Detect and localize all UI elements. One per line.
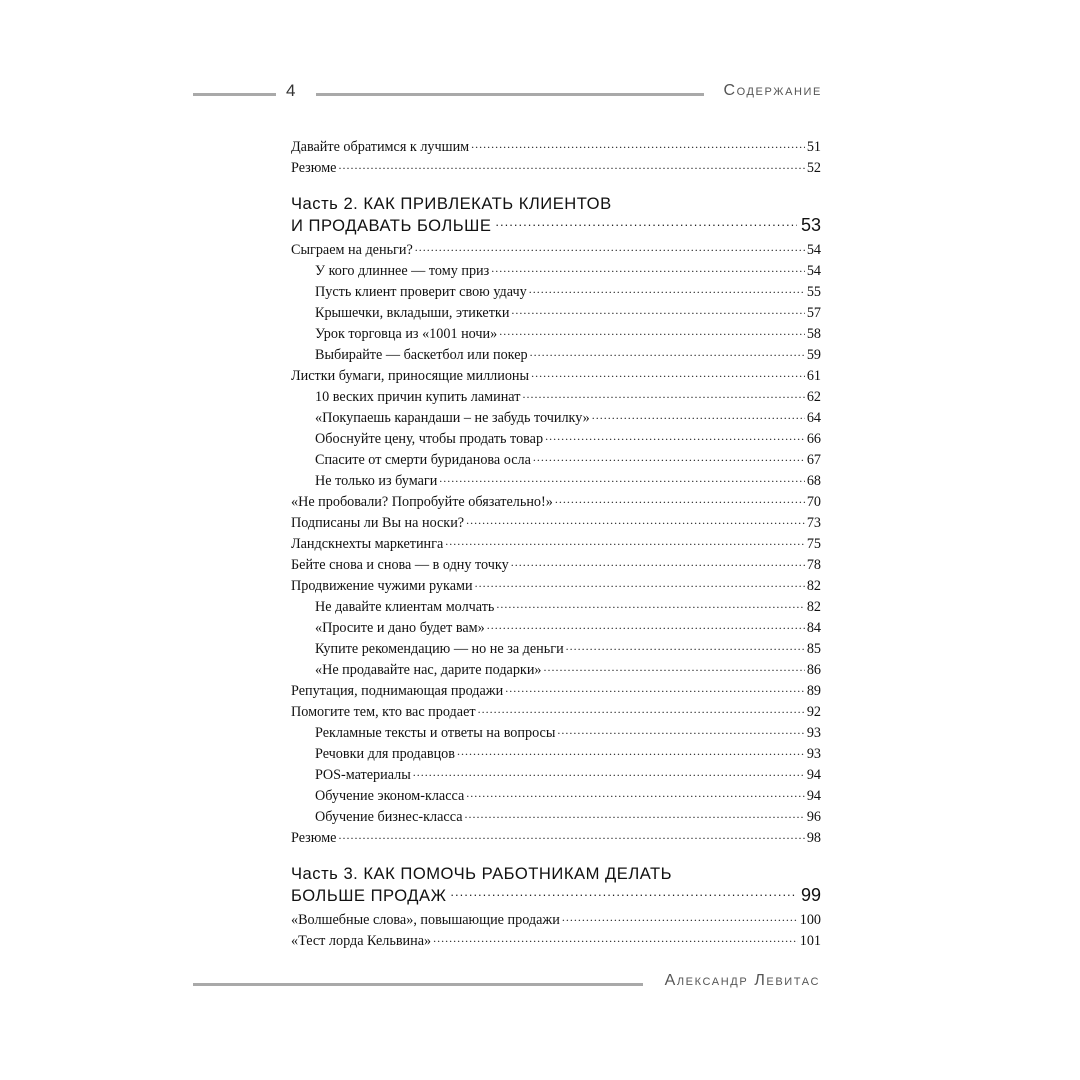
toc-entry-title: Речовки для продавцов xyxy=(315,746,455,763)
toc-entry[interactable] xyxy=(291,534,821,555)
toc-entry-title: Крышечки, вкладыши, этикетки xyxy=(315,305,510,322)
toc-entry[interactable] xyxy=(291,931,821,952)
toc-subentry[interactable] xyxy=(291,450,821,471)
dot-leader xyxy=(415,241,805,255)
toc-entry-title: Помогите тем, кто вас продает xyxy=(291,704,476,721)
toc-entry-title: «Покупаешь карандаши – не забудь точилку» xyxy=(315,410,590,427)
dot-leader xyxy=(511,556,805,570)
dot-leader xyxy=(433,932,798,946)
toc-subentry[interactable] xyxy=(291,345,821,366)
toc-entry-page: 54 xyxy=(806,263,821,280)
toc-entry-page: 57 xyxy=(806,305,821,322)
toc-entry-title: Резюме xyxy=(291,160,337,177)
toc-entry-title: Бейте снова и снова — в одну точку xyxy=(291,557,509,574)
page-number: 4 xyxy=(286,81,296,100)
dot-leader xyxy=(511,304,804,318)
toc-entry-page: 64 xyxy=(806,410,821,427)
dot-leader xyxy=(450,884,797,901)
dot-leader xyxy=(562,911,798,925)
toc-entry-page: 55 xyxy=(806,284,821,301)
toc-entry-title: Подписаны ли Вы на носки? xyxy=(291,515,465,532)
toc-entry-page: 100 xyxy=(799,912,821,929)
dot-leader xyxy=(533,451,805,465)
toc-entry-page: 52 xyxy=(806,160,821,177)
toc-entry-page: 78 xyxy=(806,557,821,574)
dot-leader xyxy=(445,535,805,549)
dot-leader xyxy=(465,808,805,822)
toc-entry-title: «Не пробовали? Попробуйте обязательно!» xyxy=(291,494,553,511)
toc-subentry[interactable] xyxy=(291,303,821,324)
toc-entry-title: Рекламные тексты и ответы на вопросы xyxy=(315,725,556,742)
dot-leader xyxy=(471,138,805,152)
toc-entry[interactable] xyxy=(291,366,821,387)
part-title-line1: Часть 2. КАК ПРИВЛЕКАТЬ КЛИЕНТОВ xyxy=(291,194,612,213)
table-of-contents xyxy=(291,137,821,952)
toc-entry[interactable] xyxy=(291,910,821,931)
part-page: 99 xyxy=(800,884,821,905)
toc-entry-title: Выбирайте — баскетбол или покер xyxy=(315,347,528,364)
toc-entry-page: 67 xyxy=(806,452,821,469)
toc-entry-title: «Не продавайте нас, дарите подарки» xyxy=(315,662,542,679)
toc-subentry[interactable] xyxy=(291,765,821,786)
dot-leader xyxy=(487,619,805,633)
toc-entry-title: Не только из бумаги xyxy=(315,473,438,490)
toc-entry-page: 94 xyxy=(806,767,821,784)
section-title: Содержание xyxy=(723,82,822,99)
toc-entry-page: 66 xyxy=(806,431,821,448)
toc-entry-page: 62 xyxy=(806,389,821,406)
dot-leader xyxy=(457,745,805,759)
toc-entry[interactable] xyxy=(291,702,821,723)
part3-entries xyxy=(291,910,821,952)
part-heading[interactable] xyxy=(291,863,821,906)
dot-leader xyxy=(338,159,804,173)
toc-entry-title: POS-материалы xyxy=(315,767,411,784)
dot-leader xyxy=(545,430,805,444)
toc-subentry[interactable] xyxy=(291,261,821,282)
dot-leader xyxy=(505,682,805,696)
toc-entry-title: Давайте обратимся к лучшим xyxy=(291,139,470,156)
toc-subentry[interactable] xyxy=(291,471,821,492)
dot-leader xyxy=(592,409,805,423)
dot-leader xyxy=(439,472,805,486)
toc-entry-page: 94 xyxy=(806,788,821,805)
toc-subentry[interactable] xyxy=(291,408,821,429)
toc-entry-page: 84 xyxy=(806,620,821,637)
toc-subentry[interactable] xyxy=(291,807,821,828)
part-title-line2: И ПРОДАВАТЬ БОЛЬШЕ xyxy=(291,215,492,235)
toc-entry-title: Спасите от смерти буриданова осла xyxy=(315,452,531,469)
dot-leader xyxy=(338,829,804,843)
toc-subentry[interactable] xyxy=(291,324,821,345)
dot-leader xyxy=(466,514,805,528)
dot-leader xyxy=(413,766,805,780)
part-page: 53 xyxy=(800,214,821,235)
toc-entry-title: Продвижение чужими руками xyxy=(291,578,473,595)
toc-entry-page: 73 xyxy=(806,515,821,532)
footer-rule xyxy=(193,983,643,986)
toc-entry-page: 70 xyxy=(806,494,821,511)
dot-leader xyxy=(557,724,804,738)
dot-leader xyxy=(475,577,805,591)
toc-entry-title: Сыграем на деньги? xyxy=(291,242,413,259)
header-rule-left xyxy=(193,93,276,96)
toc-entry-title: Обучение бизнес-класса xyxy=(315,809,463,826)
toc-entry-title: Не давайте клиентам молчать xyxy=(315,599,495,616)
toc-entry-title: Обоснуйте цену, чтобы продать товар xyxy=(315,431,544,448)
toc-subentry[interactable] xyxy=(291,723,821,744)
dot-leader xyxy=(495,214,797,231)
toc-entry-title: Ландскнехты маркетинга xyxy=(291,536,444,553)
toc-entry-title: Пусть клиент проверит свою удачу xyxy=(315,284,527,301)
part-heading[interactable] xyxy=(291,193,821,236)
toc-entry-title: У кого длиннее — тому приз xyxy=(315,263,490,280)
toc-entry-page: 59 xyxy=(806,347,821,364)
toc-entry-page: 92 xyxy=(806,704,821,721)
toc-entry-page: 101 xyxy=(799,933,821,950)
toc-entry-page: 93 xyxy=(806,746,821,763)
toc-subentry[interactable] xyxy=(291,744,821,765)
toc-entry-title: Урок торговца из «1001 ночи» xyxy=(315,326,498,343)
footer-author: Александр Левитас xyxy=(664,972,820,989)
toc-entry[interactable] xyxy=(291,576,821,597)
toc-subentry[interactable] xyxy=(291,597,821,618)
toc-subentry[interactable] xyxy=(291,660,821,681)
toc-entry[interactable] xyxy=(291,513,821,534)
dot-leader xyxy=(544,661,805,675)
toc-entry-page: 89 xyxy=(806,683,821,700)
toc-entry-title: «Тест лорда Кельвина» xyxy=(291,933,432,950)
dot-leader xyxy=(529,283,805,297)
toc-entry[interactable] xyxy=(291,681,821,702)
toc-entry-title: Купите рекомендацию — но не за деньги xyxy=(315,641,564,658)
dot-leader xyxy=(530,346,805,360)
toc-entry-page: 98 xyxy=(806,830,821,847)
toc-entry-title: «Просите и дано будет вам» xyxy=(315,620,485,637)
dot-leader xyxy=(466,787,805,801)
toc-entry-page: 54 xyxy=(806,242,821,259)
toc-entry-page: 58 xyxy=(806,326,821,343)
toc-subentry[interactable] xyxy=(291,429,821,450)
toc-entry[interactable] xyxy=(291,555,821,576)
dot-leader xyxy=(555,493,805,507)
toc-entry-title: Репутация, поднимающая продажи xyxy=(291,683,504,700)
toc-subentry[interactable] xyxy=(291,282,821,303)
toc-entry-page: 68 xyxy=(806,473,821,490)
toc-subentry[interactable] xyxy=(291,639,821,660)
toc-entry-title: Резюме xyxy=(291,830,337,847)
dot-leader xyxy=(531,367,805,381)
toc-entry-page: 82 xyxy=(806,599,821,616)
part2-entries xyxy=(291,240,821,849)
toc-entry[interactable] xyxy=(291,240,821,261)
toc-entry[interactable] xyxy=(291,828,821,849)
toc-entry-title: «Волшебные слова», повышающие продажи xyxy=(291,912,560,929)
toc-entry[interactable] xyxy=(291,137,821,158)
toc-subentry[interactable] xyxy=(291,786,821,807)
toc-entry[interactable] xyxy=(291,158,821,179)
dot-leader xyxy=(522,388,804,402)
toc-subentry[interactable] xyxy=(291,618,821,639)
toc-entry-page: 51 xyxy=(806,139,821,156)
toc-entry-title: Обучение эконом-класса xyxy=(315,788,465,805)
dot-leader xyxy=(499,325,805,339)
toc-entry[interactable] xyxy=(291,492,821,513)
toc-entry-page: 86 xyxy=(806,662,821,679)
toc-subentry[interactable] xyxy=(291,387,821,408)
dot-leader xyxy=(496,598,804,612)
toc-entry-page: 93 xyxy=(806,725,821,742)
toc-entry-page: 85 xyxy=(806,641,821,658)
toc-entry-page: 61 xyxy=(806,368,821,385)
toc-entry-page: 96 xyxy=(806,809,821,826)
part-title-line1: Часть 3. КАК ПОМОЧЬ РАБОТНИКАМ ДЕЛАТЬ xyxy=(291,864,673,883)
dot-leader xyxy=(491,262,805,276)
dot-leader xyxy=(478,703,805,717)
toc-entry-page: 82 xyxy=(806,578,821,595)
header-rule-right xyxy=(316,93,704,96)
toc-entry-title: 10 веских причин купить ламинат xyxy=(315,389,521,406)
toc-entry-page: 75 xyxy=(806,536,821,553)
dot-leader xyxy=(566,640,805,654)
part-title-line2: БОЛЬШЕ ПРОДАЖ xyxy=(291,885,447,905)
toc-entry-title: Листки бумаги, приносящие миллионы xyxy=(291,368,530,385)
